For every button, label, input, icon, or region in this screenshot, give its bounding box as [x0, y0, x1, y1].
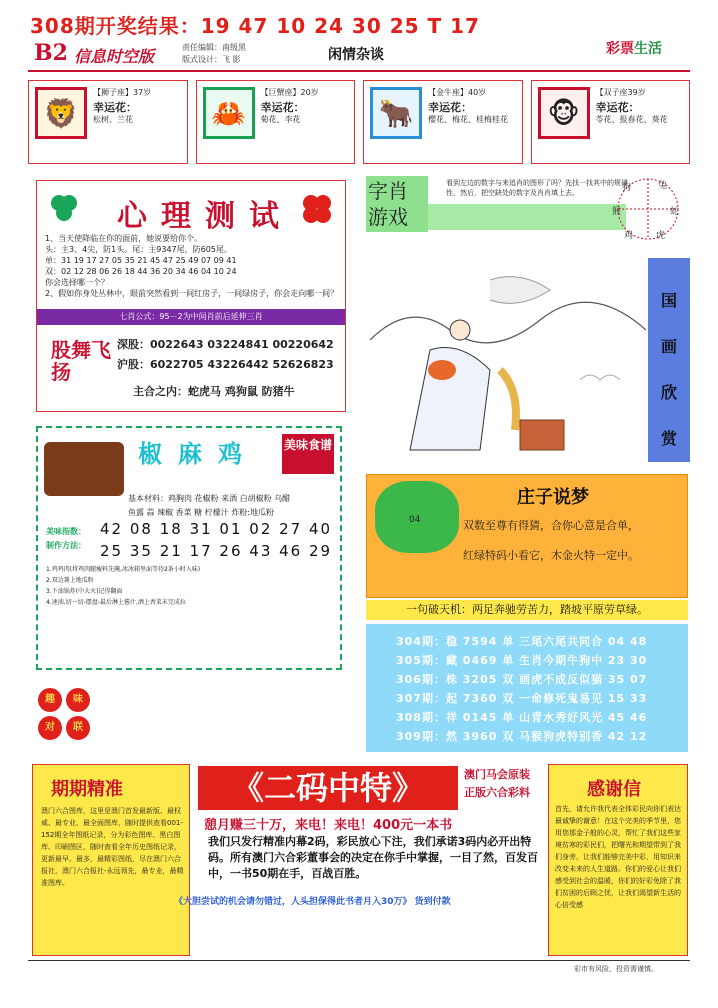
ink-painting	[370, 260, 646, 466]
crab-icon: 🦀	[203, 87, 255, 139]
recipe-steps: 1.鸡鸡肉(将鸡肉腿瘦料先腌,冰冰箱里面等待2条小时入味) 2.双边薯上地瓜粉 3.下油锅炸(中大火)记得翻面 4.速油,切一切-摆盘-最后淋上酱汁,洒上香菜末完成拉	[46, 566, 201, 606]
number-row-2: 25 35 21 17 26 43 46 29	[100, 542, 333, 560]
psych-title: 心理测试	[117, 199, 293, 234]
accuracy-title: 期期精准	[51, 779, 123, 800]
word-game-chars: 字肖游戏	[366, 176, 428, 232]
disclaimer: 彩市有风险，投资需谨慎。	[574, 965, 658, 973]
stock-numbers: 深股：0022643 03224841 00220642 沪股：6022705 43226442 52626823	[117, 338, 334, 371]
editor-credits	[182, 42, 246, 66]
recipe-ingredients: 基本材料：鸡胸肉 花椒粉 来酒 白胡椒粉 乌醋 鱼露 蒜 辣椒 香菜 糖 柠檬汁 炸粉:地瓜粉	[128, 494, 291, 517]
promo-footer: 《大胆尝试的机会请勿错过，人头担保得此书者月入30万》 货到付款	[174, 897, 451, 907]
thanks-title: 感谢信	[587, 779, 641, 800]
accuracy-box	[32, 764, 190, 956]
zodiac-card-leo: 🦁 【狮子座】37岁 幸运花： 松树、兰花	[28, 80, 188, 164]
zodiac-card-gemini: 🐵 【双子座39岁 幸运花： 苓花、报春花、葵花	[531, 80, 691, 164]
lantern-couplet	[38, 688, 94, 742]
draw-result-banner: 308期开奖结果：19 47 10 24 30 25 T 17	[30, 14, 480, 38]
method-label: 制作方法：	[46, 541, 86, 550]
history-row: 305期：藏 0469 单 生肖今期牛狗中 23 30	[396, 654, 648, 667]
one-line-hint: 一句破天机：两足奔驰劳苦力，踏坡平原劳草绿。	[366, 600, 688, 620]
footer-rule	[28, 960, 690, 961]
clover-icon	[47, 191, 81, 225]
header-rule	[28, 70, 690, 72]
twins-icon: 🐵	[538, 87, 590, 139]
answer-strip	[428, 204, 626, 230]
history-row: 308期：祥 0145 单 山青水秀好风光 45 46	[396, 711, 648, 724]
formula-banner: 七肖公式：95－2为中间肖前后延伸三肖	[37, 309, 345, 325]
page-code: B2	[34, 40, 68, 66]
ox-icon: 🐂	[370, 87, 422, 139]
zhuangzi-line-1: 双数至尊有得猜，合你心意是合单，	[463, 519, 639, 532]
lantern-icon: 对	[38, 716, 62, 740]
history-row: 307期：起 7360 双 一命修死鬼易见 15 33	[396, 692, 648, 705]
history-row: 304期：稳 7594 单 三尾六尾共同合 04 48	[396, 635, 648, 648]
promo-body: 我们只发行精准内幕2码，彩民放心下注，我们承诺3码内必开出特码。所有澳门六合彩董事会的决定在你手中掌握，一目了然，百发百中，一书50期在手，百战百胜。	[208, 835, 538, 880]
history-row: 309期：然 3960 双 马猴狗虎特别香 42 12	[396, 730, 648, 743]
recipe-tag: 美味食谱	[282, 434, 334, 474]
lion-icon: 🦁	[35, 87, 87, 139]
psych-questions: 1、当天使降临在你的面前，她说要给你个。 头：主3、4尖，防1头。尾：主9347尾，防605尾。 单：31 19 17 27 05 35 21 45 47 25 49 07 09 41 双：02 12 28 06 26 18 44 36 20 34 46 04 10 24 你会选择哪一个？ 2、假如你身处丛林中，眼前突然看到一间红房子，一间绿房子，你会走向哪一间？	[45, 234, 339, 298]
number-row-1: 42 08 18 31 01 02 27 40	[100, 520, 333, 538]
designer-line: 版式设计：飞 影	[182, 55, 241, 64]
lottery-life-logo: 彩票生活	[606, 41, 662, 57]
editor-line: 责任编辑：南级黑	[182, 43, 246, 52]
word-game-text: 看到左边的数字与来追肖的图形了吗？先找一找其中的规律性，然后，把空缺处的数字及肖肖填上去。	[446, 179, 628, 197]
lantern-icon: 味	[66, 688, 90, 712]
flower-icon	[299, 191, 335, 227]
two-code-title: 《二码中特》	[198, 766, 458, 810]
recipe-panel	[36, 426, 342, 670]
history-row: 306期：株 3205 双 画虎不成反似猫 35 07	[396, 673, 648, 686]
zodiac-compass: 狗 兔 猴 蛇 鸡 虎	[612, 181, 680, 241]
zhuangzi-panel	[366, 474, 688, 598]
history-list	[366, 624, 688, 752]
stock-logo: 股舞飞扬	[51, 338, 111, 384]
index-label: 美味指数：	[46, 527, 86, 536]
brand-title: 信息时空版	[74, 47, 155, 66]
dish-image	[44, 442, 124, 496]
thanks-box	[548, 764, 688, 956]
zodiac-card-cancer: 🦀 【巨蟹座】20岁 幸运花： 菊花、李花	[196, 80, 356, 164]
zhuangzi-title: 庄子说梦	[517, 487, 589, 508]
psych-test-panel	[36, 180, 346, 412]
guohua-label: 国画欣赏	[648, 258, 690, 462]
word-game-panel	[366, 176, 646, 232]
thanks-text: 首先，请允许我代表全体彩民向你们表达最诚挚的谢意！在这个完美的季节里，您用您那金子般的心灵，帮忙了我们这些家境贫寒的彩民们，把曙光和期望带到了我们身旁，让我们能够完美中彩，用知识来改变未来的人生道路。你们的爱心让我们感受到社会的温暖，你们的好彩免除了我们贫困的后顾之忧，让我们渴望新生活的心倍受感	[555, 805, 681, 909]
slogan: 憩月赚三十万，来电！来电！400元一本书	[204, 818, 453, 833]
lotus-leaf-image: 04	[375, 481, 459, 553]
recipe-title: 椒麻鸡	[138, 440, 258, 468]
macau-tag: 澳门马会原装 正版六合彩料	[464, 768, 530, 799]
zodiac-row	[28, 80, 690, 164]
lantern-icon: 联	[66, 716, 90, 740]
zhuangzi-line-2: 红绿特码小看它，木金火特一定中。	[463, 549, 639, 562]
zodiac-card-taurus: 🐂 【金牛座】40岁 幸运花： 樱花、梅花、桂梅桂花	[363, 80, 523, 164]
section-title: 闲情杂谈	[328, 47, 384, 63]
lantern-icon: 趣	[38, 688, 62, 712]
bottom-ads	[28, 760, 690, 956]
accuracy-text: 澳门六合图库，这里是澳门首发最新版、最权威、最专业、最全面图库，随时提供查看001-152期全年图纸记录，分为彩色图库、黑白图库、印刷图区，随时查看全年历史图纸记录，更新最早、最多，最精彩图纸，尽在澳门六合报社，澳门六合报社-永远领先，最专业，最精准图库。	[41, 807, 184, 887]
main-combination: 主合之内：蛇虎马 鸡狗鼠 防猪牛	[133, 385, 295, 398]
